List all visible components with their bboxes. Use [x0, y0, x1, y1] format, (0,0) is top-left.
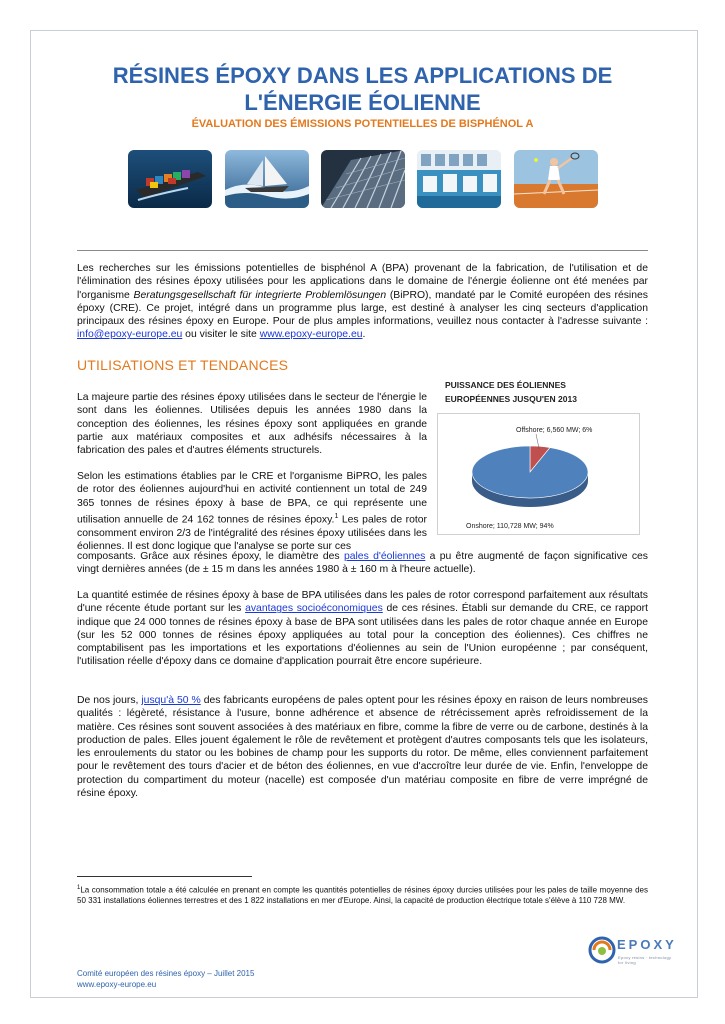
page-title: RÉSINES ÉPOXY DANS LES APPLICATIONS DE L'ÉNERGIE ÉOLIENNE	[112, 63, 613, 115]
logo-tagline: Epoxy resins · technology for living	[618, 955, 672, 965]
up-to-50-link[interactable]: jusqu'à 50 %	[141, 695, 201, 706]
footer-website[interactable]: www.epoxy-europe.eu	[77, 980, 157, 989]
email-link[interactable]: info@epoxy-europe.eu	[77, 329, 183, 341]
factory-photo	[417, 150, 501, 208]
sailing-photo	[225, 150, 309, 208]
footer	[77, 968, 254, 990]
building-photo	[321, 150, 405, 208]
chart-title: PUISSANCE DES ÉOLIENNES EUROPÉENNES JUSQU'EN 2013	[445, 380, 577, 404]
body-paragraph-2-cont: composants. Grâce aux résines époxy, le diamètre des pales d'éoliennes a pu être augmenté de façon significative ces vingt dernières années (de ± 15 m dans les années 1980 à ± 160 m à l'heure actuelle).	[77, 551, 649, 576]
page-subtitle: ÉVALUATION DES ÉMISSIONS POTENTIELLES DE BISPHÉNOL A	[191, 118, 534, 130]
logo-text: EPOXY	[617, 937, 677, 952]
header-divider	[77, 250, 648, 251]
body-paragraph-4: De nos jours, jusqu'à 50 % des fabricants européens de pales optent pour les résines époxy en raison de leurs nombreuses qualités : légèreté, résistance à l'usure, bonne adhérence et absence de rétrécissement après refroidissement de la matière. Ces résines sont souvent associées à des matériaux en fibre, comme la fibre de verre ou de carbone, destinés à la production de pales. Elles jouent également le rôle de revêtement et protègent d'autres composants tels que les isolateurs, les enroulements du stator ou les bobines de champ pour les supports du rotor. De même, elles conviennent parfaitement pour le revêtement des tours d'acier et de béton des éoliennes, en vue d'accroître leur durée de vie. Enfin, l'enveloppe de protection du compartiment du moteur (nacelle) est composée d'un matériau composite en fibre de verre imprégné de résine époxy.	[77, 695, 648, 800]
footnote-divider	[77, 876, 252, 877]
pie-slice-onshore	[472, 446, 588, 498]
socioeconomic-link[interactable]: avantages socioéconomiques	[245, 603, 383, 615]
footnote-ref: 1	[334, 512, 339, 520]
pie-label-onshore: Onshore; 110,728 MW; 94%	[466, 523, 554, 530]
epoxy-logo	[588, 934, 678, 974]
wind-blades-link[interactable]: pales d'éoliennes	[343, 551, 426, 562]
body-paragraph-1: La majeure partie des résines époxy utilisées dans le secteur de l'énergie le sont dans les éoliennes. Utilisées depuis les années 1980 dans la conception des éoliennes, les résines époxy sont appliquées en grande partie aux matériaux composites et aux adhésifs nécessaires à la fabrication des pales et d'autres éléments structurels.	[77, 392, 427, 457]
pie-chart	[437, 413, 640, 535]
epoxy-logo-icon	[588, 936, 616, 964]
intro-paragraph: Les recherches sur les émissions potentielles de bisphénol A (BPA) provenant de la fabrication, de l'utilisation et de l'élimination des résines époxy utilisées pour les applications dans le domaine de l'énergie éolienne ont été menées par l'organisme Beratungsgesellschaft für integrierte Problemlösungen (BiPRO), mandaté par le Comité européen des résines époxy (CRE). Ce projet, intégré dans un programme plus large, est destiné à analyser les cinq secteurs d'application principaux des résines époxy en Europe. Pour de plus amples informations, veuillez nous contacter à l'adresse suivante : info@epoxy-europe.eu ou visiter le site www.epoxy-europe.eu.	[77, 263, 648, 341]
pie-label-offshore: Offshore; 6,560 MW; 6%	[516, 427, 593, 434]
tennis-photo	[514, 150, 598, 208]
section-heading: UTILISATIONS ET TENDANCES	[77, 357, 289, 373]
website-link[interactable]: www.epoxy-europe.eu	[259, 329, 363, 341]
header-photo-strip	[128, 150, 600, 208]
body-paragraph-3: La quantité estimée de résines époxy à base de BPA utilisées dans les pales de rotor correspond parfaitement aux résultats d'une récente étude portant sur les avantages socioéconomiques de ces résines. Établi sur demande du CRE, ce rapport indique que 24 000 tonnes de résines époxy à base de BPA sont utilisées dans les pales de rotor chaque année en Europe (sur les 52 000 tonnes de résines époxy appliquées au total pour la conception des éoliennes). Ces chiffres ne comptabilisent pas les importations et les exportations d'éoliennes au sein de l'Union européenne ; par conséquent, l'utilisation réelle d'époxy dans ce domaine d'application pourrait être encore supérieure.	[77, 590, 648, 668]
ship-photo	[128, 150, 212, 208]
pie-chart-svg	[438, 414, 639, 534]
footnote: $^1$La consommation totale a été calculée en prenant en compte les quantités potentielles de résines époxy durcies utilisées pour les pales de taille moyenne des 50 331 installations éoliennes terrestres et des 1 822 installations en mer d'Europe. Ainsi, la capacité de production électrique totale s'élève à 110 728 MW.	[77, 885, 648, 906]
body-paragraph-2: Selon les estimations établies par le CRE et l'organisme BiPRO, les pales de rotor des éoliennes aujourd'hui en activité contiennent un total de 249 365 tonnes de résines époxy à base de BPA, ce qui représente une utilisation annuelle de 24 162 tonnes de résines époxy.$^1$ Les pales de rotor consomment environ 2/3 de l'intégralité des résines époxy utilisées dans les éoliennes. Il est donc logique que l'analyse se porte sur ces	[77, 471, 427, 552]
footer-org: Comité européen des résines époxy – Juillet 2015	[77, 969, 255, 978]
